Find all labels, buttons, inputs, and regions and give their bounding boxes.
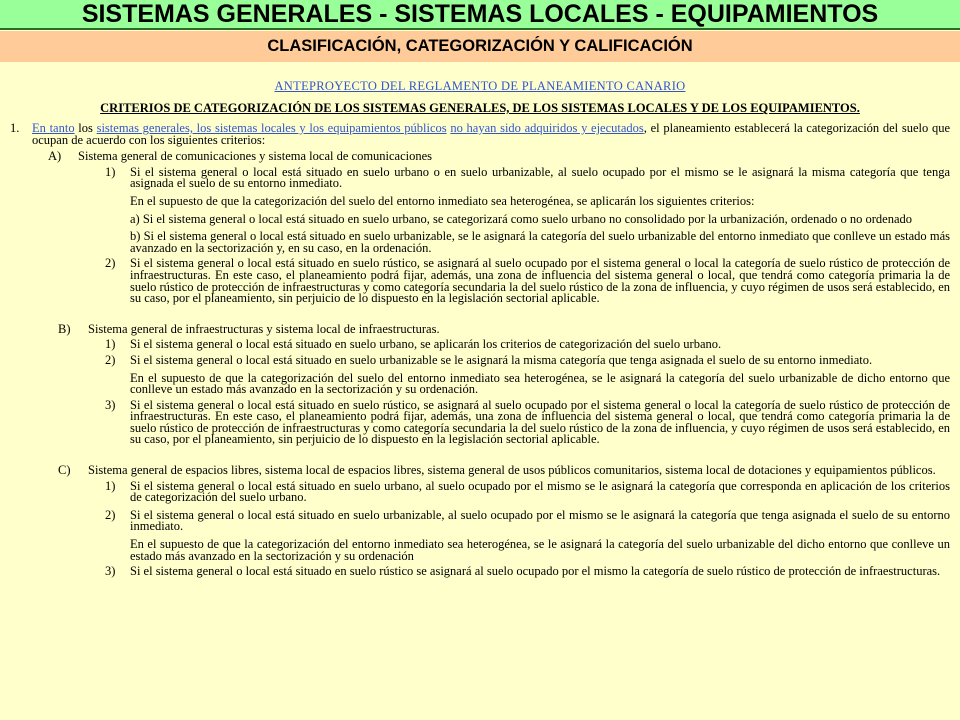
page-title: SISTEMAS GENERALES - SISTEMAS LOCALES - EQUIPAMIENTOS (0, 0, 960, 30)
paragraph-text: , el planeamiento establecerá la categorización del suelo que ocupan de acuerdo con los siguientes criterios: (32, 121, 950, 147)
section-letter: B) (58, 321, 71, 336)
link-en-tanto[interactable]: En tanto (32, 121, 75, 135)
document-body (10, 123, 950, 578)
list-item (105, 352, 950, 367)
list-item (105, 478, 950, 505)
paragraph-1 (10, 123, 950, 146)
item-subpoint-a: a) Si el sistema general o local está situado en suelo urbano, se categorizará como suelo urbano no consolidado por la urbanización, ordenado o no ordenado (130, 211, 913, 226)
list-item (105, 164, 950, 191)
item-note: En el supuesto de que la categorización del suelo del entorno inmediato sea heterogénea, se le asignará la categoría del suelo urbanizable de dicho entorno que conlleve un estado más avanzado en la sectorización y su ordenación. (130, 370, 950, 397)
item-note: En el supuesto de que la categorización del entorno inmediato sea heterogénea, se le asignará la categoría del suelo urbanizable del dicho entorno que conlleve un estado más avanzado en la sectorización y su ordenación (130, 537, 950, 563)
item-text: Si el sistema general o local está situado en suelo urbanizable, al suelo ocupado por el mismo se le asignará la categoría que tenga asignada el suelo de su entorno inmediato. (130, 507, 950, 534)
item-text: Si el sistema general o local está situado en suelo rústico, se asignará al suelo ocupado por el sistema general o local la categoría de suelo rústico de protección de infraestructuras. En este caso, el planeamiento podrá fijar, además, una zona de influencia del sistema general o local, que tendrá como categoría primaria la de suelo rústico de protección de infraestructuras y como categoría secundaria la del suelo rústico de la zona de influencia, y cuyo régimen de usos será establecido, en su caso, por el planeamiento, sin perjuicio de lo dispuesto en la legislación sectorial aplicable. (130, 397, 950, 447)
section-title: Sistema general de infraestructuras y sistema local de infraestructuras. (88, 321, 440, 336)
section-letter: A) (48, 149, 62, 164)
item-subpoint-b: b) Si el sistema general o local está situado en suelo urbanizable, se le asignará la categoría del suelo urbanizable del entorno inmediato que conlleve un estado más avanzado en la sectorización y, en su caso, en la ordenación. (130, 229, 950, 255)
list-item (105, 566, 950, 578)
list-item (105, 258, 950, 304)
item-number: 1) (105, 337, 116, 352)
item-text: Si el sistema general o local está situado en suelo urbano, al suelo ocupado por el mismo se le asignará la categoría que corresponda en aplicación de los criterios de categorización del suelo urbano. (130, 478, 950, 505)
section-title: Sistema general de espacios libres, sistema local de espacios libres, sistema general de usos públicos comunitarios, sistema local de dotaciones y equipamientos públicos. (88, 463, 936, 478)
item-number: 2) (105, 352, 116, 367)
item-text: Si el sistema general o local está situado en suelo urbano, se aplicarán los criterios de categorización del suelo urbano. (130, 337, 722, 352)
section-c (58, 465, 950, 477)
item-number: 2) (105, 507, 116, 522)
list-item (105, 507, 950, 534)
item-text: Si el sistema general o local está situado en suelo urbanizable se le asignará la misma categoría que tenga asignada el suelo de su entorno inmediato. (130, 352, 873, 367)
page-subtitle: CLASIFICACIÓN, CATEGORIZACIÓN Y CALIFICACIÓN (0, 31, 960, 62)
document-title-link[interactable]: ANTEPROYECTO DEL REGLAMENTO DE PLANEAMIENTO CANARIO (274, 79, 686, 93)
document-heading: CRITERIOS DE CATEGORIZACIÓN DE LOS SISTEMAS GENERALES, DE LOS SISTEMAS LOCALES Y DE LOS EQUIPAMIENTOS. (100, 101, 860, 115)
item-number: 1) (105, 478, 116, 493)
item-note: En el supuesto de que la categorización del suelo del entorno inmediato sea heterogénea, se aplicarán los siguientes criterios: (130, 193, 755, 208)
section-b (58, 321, 950, 336)
link-sistemas-generales[interactable]: sistemas generales, los sistemas locales y los equipamientos públicos (96, 121, 447, 135)
list-item (105, 339, 950, 351)
section-letter: C) (58, 463, 71, 478)
paragraph-text: los (74, 121, 97, 135)
section-a (48, 151, 950, 163)
item-text: Si el sistema general o local está situado en suelo rústico se asignará al suelo ocupado por el mismo la categoría de suelo rústico de protección de infraestructuras. (130, 564, 941, 579)
item-number: 3) (105, 397, 116, 412)
list-item (105, 397, 950, 447)
item-number: 1) (105, 164, 116, 179)
item-number: 2) (105, 256, 116, 271)
item-text: Si el sistema general o local está situado en suelo rústico, se asignará al suelo ocupado por el sistema general o local la categoría de suelo rústico de protección de infraestructuras. En este caso, el planeamiento podrá fijar, además, una zona de influencia del sistema general o local, que tendrá como categoría primaria la de suelo rústico de protección de infraestructuras y como categoría secundaria la del suelo rústico de la zona de influencia, y cuyo régimen de usos será establecido, en su caso, por el planeamiento, sin perjuicio de lo dispuesto en la legislación sectorial aplicable. (130, 256, 950, 306)
paragraph-number: 1. (10, 121, 20, 135)
link-no-adquiridos[interactable]: no hayan sido adquiridos y ejecutados (450, 121, 644, 135)
item-number: 3) (105, 564, 116, 579)
section-title: Sistema general de comunicaciones y sistema local de comunicaciones (78, 149, 433, 164)
item-text: Si el sistema general o local está situado en suelo urbano o en suelo urbanizable, al suelo ocupado por el mismo se le asignará la misma categoría que tenga asignada el suelo de su entorno inmediato. (130, 164, 950, 191)
